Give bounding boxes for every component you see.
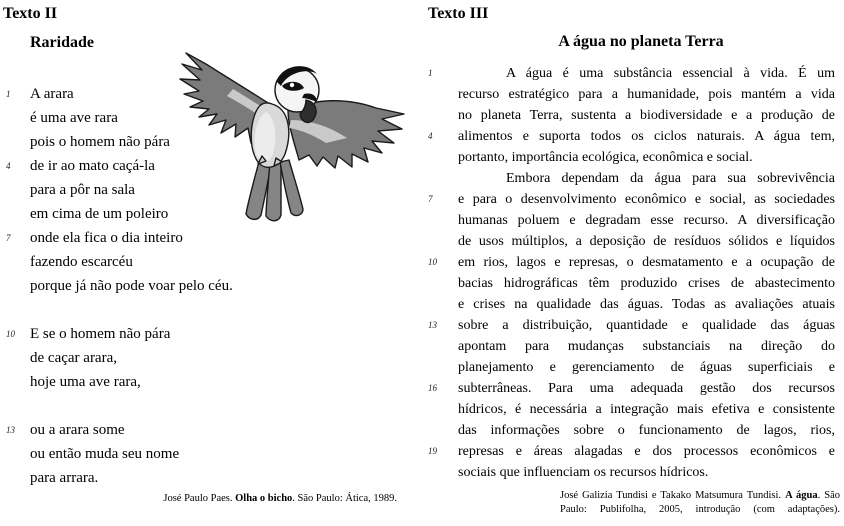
- line-number: [428, 168, 458, 189]
- poem-line-text: em cima de um poleiro: [30, 206, 169, 222]
- citation-line-1: [560, 489, 840, 503]
- poem-line: [6, 370, 233, 394]
- text-line: [428, 210, 835, 231]
- poem-line-text: ou a arara some: [30, 422, 125, 438]
- text-line: [428, 168, 835, 189]
- line-number: 19: [428, 446, 437, 456]
- poem-line-text: porque já não pode voar pelo céu.: [30, 278, 233, 294]
- line-number: [6, 250, 30, 274]
- poem-line-text: hoje uma ave rara,: [30, 374, 141, 390]
- line-number: [6, 202, 30, 226]
- text-line: [428, 294, 835, 315]
- poem-line: [6, 250, 233, 274]
- text-line-content: recurso estratégico para a humanidade, pois mantém a vida: [458, 87, 835, 102]
- line-number: 1: [428, 68, 433, 78]
- text-line: [428, 399, 835, 420]
- line-number: [428, 231, 458, 252]
- line-number: [6, 466, 30, 490]
- poem-line-text: onde ela fica o dia inteiro: [30, 230, 183, 246]
- line-number: 4: [428, 131, 433, 141]
- text-line-content: das informações sobre o funcionamento de lagos, rios,: [458, 423, 835, 438]
- texto3-label: Texto III: [428, 5, 489, 22]
- poem-line-text: para a pôr na sala: [30, 182, 135, 198]
- text-line-content: subterrâneas. Para uma adequada gestão dos recursos: [458, 381, 835, 396]
- line-number: [428, 210, 458, 231]
- citation-publisher: . São Paulo: Ática, 1989.: [292, 493, 397, 504]
- line-number: 10: [428, 257, 437, 267]
- line-number: [428, 336, 458, 357]
- line-number: [6, 274, 30, 298]
- line-number: 10: [6, 329, 15, 339]
- poem-line-text: para arrara.: [30, 470, 99, 486]
- text-line: [428, 252, 835, 273]
- line-number: [428, 399, 458, 420]
- text-line: [428, 147, 835, 168]
- citation-authors: José Galizia Tundisi e Takako Matsumura Tundisi.: [560, 490, 786, 501]
- text-line: [428, 231, 835, 252]
- poem-line-text: de ir ao mato caçá-la: [30, 158, 155, 174]
- poem-line: [6, 346, 233, 370]
- text-line-content: Embora dependam da água para sua sobrevivência: [506, 171, 835, 186]
- poem-line: [6, 226, 233, 250]
- text-line-content: e para o desenvolvimento econômico e social, as sociedades: [458, 192, 835, 207]
- line-number: [428, 357, 458, 378]
- citation-line-2: Paulo: Publifolha, 2005, introdução (com adaptações).: [560, 504, 840, 515]
- text-line-content: portanto, importância ecológica, econômica e social.: [458, 150, 753, 165]
- text-line-content: planejamento e gerenciamento de águas superficiais e: [458, 360, 835, 375]
- text-line-content: sobre a distribuição, quantidade e qualidade das águas: [458, 318, 835, 333]
- poem-line: [6, 322, 233, 346]
- poem-line-text: fazendo escarcéu: [30, 254, 133, 270]
- poem-title: Raridade: [30, 34, 94, 51]
- text-line-content: hídricos, é necessária a integração mais efetiva e consistente: [458, 402, 835, 417]
- line-number: 16: [428, 383, 437, 393]
- text-line-content: represas e áreas alagadas e dos processos econômicos e: [458, 444, 835, 459]
- text-line: [428, 189, 835, 210]
- text-line-content: alimentos e suporta todos os ciclos naturais. A água tem,: [458, 129, 835, 144]
- line-number: 13: [6, 425, 15, 435]
- line-number: [6, 370, 30, 394]
- line-number: 1: [6, 89, 11, 99]
- text-line: [428, 105, 835, 126]
- line-number: [428, 462, 458, 483]
- texto3-citation: [560, 489, 840, 517]
- text-line: [428, 441, 835, 462]
- text-line-content: no planeta Terra, sustenta a biodiversidade e a produção de: [458, 108, 835, 123]
- poem-line-text: A arara: [30, 86, 74, 102]
- line-number: [6, 178, 30, 202]
- text-line: [428, 126, 835, 147]
- poem-line: [6, 442, 233, 466]
- text-line-content: A água é uma substância essencial à vida. É um: [506, 66, 835, 81]
- texto2-label: Texto II: [3, 5, 58, 22]
- text-line-content: apontam para mudanças substanciais na direção do: [458, 339, 835, 354]
- poem-line-text: de caçar arara,: [30, 350, 117, 366]
- line-number: [428, 84, 458, 105]
- text-line: [428, 462, 835, 483]
- line-number: 7: [428, 194, 433, 204]
- poem-line: [6, 274, 233, 298]
- text-line: [428, 63, 835, 84]
- citation-line-1-end: . São: [817, 490, 841, 501]
- poem-line: [6, 466, 233, 490]
- text-line: [428, 336, 835, 357]
- poem-line-text: é uma ave rara: [30, 110, 118, 126]
- text-line: [428, 273, 835, 294]
- text-line-content: e crises na qualidade das águas. Todas as avaliações atuais: [458, 297, 835, 312]
- citation-work-title: A água: [785, 490, 818, 501]
- poem-line-text: E se o homem não pára: [30, 326, 171, 342]
- poem-line-text: pois o homem não pára: [30, 134, 170, 150]
- macaw-illustration: [176, 50, 406, 222]
- text-line-content: humanas poluem e degradam esse recurso. A diversificação: [458, 213, 835, 228]
- citation-work-title: Olha o bicho: [235, 493, 293, 504]
- text-line: [428, 420, 835, 441]
- line-number: [6, 346, 30, 370]
- text-line: [428, 315, 835, 336]
- text-line-content: bacias hidrográficas têm produzido crises de abastecimento: [458, 276, 835, 291]
- line-number: 7: [6, 233, 11, 243]
- text-line: [428, 357, 835, 378]
- line-number: [6, 442, 30, 466]
- texto3-title: A água no planeta Terra: [558, 33, 724, 50]
- line-number: [428, 420, 458, 441]
- poem-line: [6, 418, 233, 442]
- line-number: [428, 105, 458, 126]
- texto3-body: [428, 63, 835, 483]
- text-line: [428, 84, 835, 105]
- poem-line-text: ou então muda seu nome: [30, 446, 180, 462]
- line-number: [428, 147, 458, 168]
- citation-author: José Paulo Paes.: [163, 493, 236, 504]
- text-line: [428, 378, 835, 399]
- text-line-content: em rios, lagos e represas, o desmatamento e a ocupação de: [458, 255, 835, 270]
- line-number: 13: [428, 320, 437, 330]
- texto2-citation: [0, 493, 397, 504]
- line-number: 4: [6, 161, 11, 171]
- text-line-content: sociais que influenciam os recursos hídricos.: [458, 465, 709, 480]
- bird-eye: [290, 83, 294, 87]
- line-number: [6, 106, 30, 130]
- bird-tail: [246, 158, 303, 221]
- line-number: [428, 273, 458, 294]
- text-line-content: de usos múltiplos, a deposição de resíduos sólidos e líquidos: [458, 234, 835, 249]
- line-number: [428, 294, 458, 315]
- line-number: [6, 130, 30, 154]
